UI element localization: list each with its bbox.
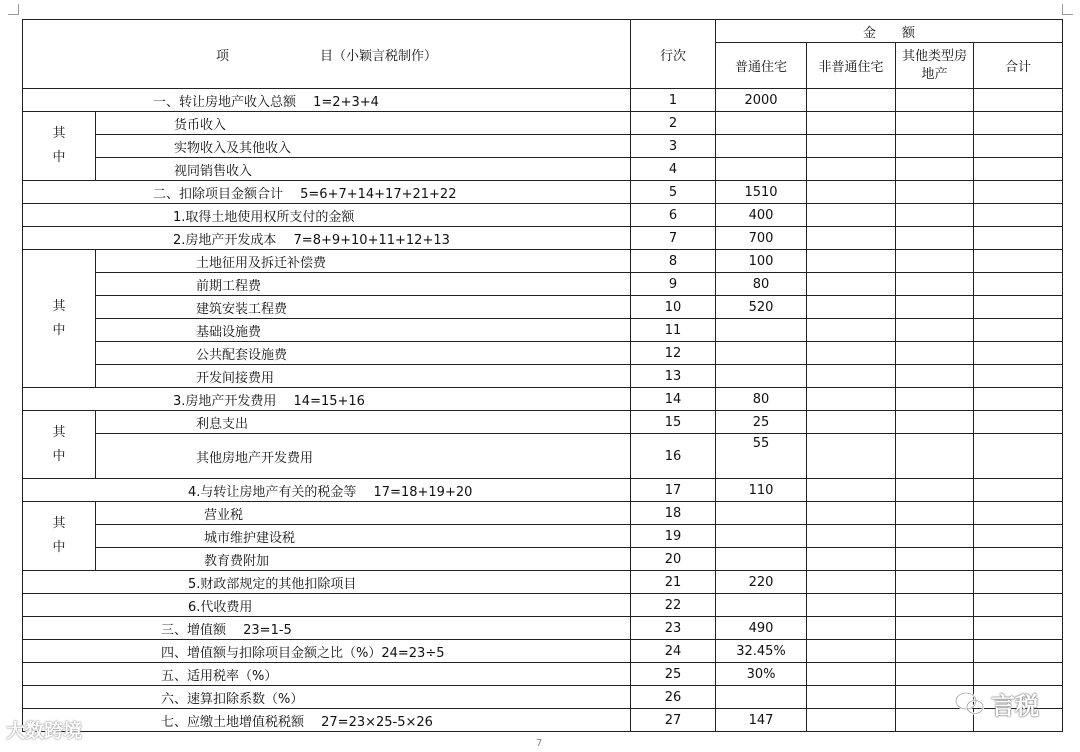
row-line-no: 16 xyxy=(631,434,716,479)
row-value-total xyxy=(974,663,1063,686)
item-column-header: 项 目（小颖言税制作） xyxy=(23,20,631,89)
row-value-non-ordinary xyxy=(807,365,896,388)
row-value-ordinary: 80 xyxy=(716,273,807,296)
row-value-total xyxy=(974,158,1063,181)
row-value-non-ordinary xyxy=(807,89,896,112)
table-row xyxy=(23,617,1063,640)
row-value-other xyxy=(896,181,974,204)
row-value-total xyxy=(974,273,1063,296)
row-line-no: 8 xyxy=(631,250,716,273)
table-row xyxy=(23,571,1063,594)
row-value-ordinary: 110 xyxy=(716,479,807,502)
row-label: 公共配套设施费 xyxy=(96,342,631,365)
row-line-no: 24 xyxy=(631,640,716,663)
row-label: 货币收入 xyxy=(96,112,631,135)
row-line-no: 3 xyxy=(631,135,716,158)
row-value-ordinary: 80 xyxy=(716,388,807,411)
table-row xyxy=(23,365,1063,388)
row-line-no: 15 xyxy=(631,411,716,434)
row-value-non-ordinary xyxy=(807,319,896,342)
row-value-non-ordinary xyxy=(807,640,896,663)
row-value-other xyxy=(896,250,974,273)
row-label: 实物收入及其他收入 xyxy=(96,135,631,158)
row-value-other xyxy=(896,112,974,135)
row-line-no: 13 xyxy=(631,365,716,388)
row-value-non-ordinary xyxy=(807,388,896,411)
row-value-other xyxy=(896,158,974,181)
page-number: 7 xyxy=(536,738,543,749)
table-row xyxy=(23,204,1063,227)
row-value-non-ordinary xyxy=(807,296,896,319)
row-line-no: 9 xyxy=(631,273,716,296)
table-row xyxy=(23,686,1063,709)
row-label: 其他房地产开发费用 xyxy=(96,434,631,479)
row-value-total xyxy=(974,250,1063,273)
row-value-non-ordinary xyxy=(807,525,896,548)
row-value-ordinary xyxy=(716,525,807,548)
row-value-ordinary: 100 xyxy=(716,250,807,273)
row-label: 三、增值额 23=1-5 xyxy=(23,617,631,640)
row-value-ordinary: 2000 xyxy=(716,89,807,112)
page-corner-mark xyxy=(1062,4,1073,15)
row-label: 建筑安装工程费 xyxy=(96,296,631,319)
row-value-total xyxy=(974,502,1063,525)
row-value-ordinary: 25 xyxy=(716,411,807,434)
row-value-non-ordinary xyxy=(807,594,896,617)
row-line-no: 21 xyxy=(631,571,716,594)
row-value-other xyxy=(896,135,974,158)
row-value-other xyxy=(896,571,974,594)
row-value-ordinary xyxy=(716,365,807,388)
row-value-total xyxy=(974,181,1063,204)
row-line-no: 10 xyxy=(631,296,716,319)
row-value-other xyxy=(896,617,974,640)
table-row xyxy=(23,663,1063,686)
row-value-total xyxy=(974,135,1063,158)
row-value-other xyxy=(896,479,974,502)
row-value-non-ordinary xyxy=(807,617,896,640)
row-value-ordinary xyxy=(716,686,807,709)
table-row xyxy=(23,479,1063,502)
row-value-ordinary xyxy=(716,319,807,342)
row-label: 前期工程费 xyxy=(96,273,631,296)
row-value-other xyxy=(896,663,974,686)
row-line-no: 27 xyxy=(631,709,716,732)
row-value-non-ordinary xyxy=(807,502,896,525)
row-value-total xyxy=(974,594,1063,617)
row-value-non-ordinary xyxy=(807,227,896,250)
row-line-no: 19 xyxy=(631,525,716,548)
row-value-ordinary: 700 xyxy=(716,227,807,250)
row-value-ordinary: 55 xyxy=(716,434,807,479)
row-value-other xyxy=(896,204,974,227)
row-value-total xyxy=(974,571,1063,594)
row-value-total xyxy=(974,548,1063,571)
amount-col-ordinary-housing: 普通住宅 xyxy=(716,43,807,89)
row-value-ordinary: 32.45% xyxy=(716,640,807,663)
row-label: 六、速算扣除系数（%） xyxy=(23,686,631,709)
table-row xyxy=(23,411,1063,434)
table-row xyxy=(23,112,1063,135)
row-value-ordinary xyxy=(716,342,807,365)
row-value-non-ordinary xyxy=(807,158,896,181)
row-value-other xyxy=(896,365,974,388)
row-value-ordinary xyxy=(716,112,807,135)
row-value-non-ordinary xyxy=(807,411,896,434)
row-value-other xyxy=(896,594,974,617)
header-row-1 xyxy=(23,20,1063,43)
land-vat-table xyxy=(22,19,1063,732)
table-row xyxy=(23,319,1063,342)
row-value-non-ordinary xyxy=(807,135,896,158)
row-value-other xyxy=(896,319,974,342)
row-label: 四、增值额与扣除项目金额之比（%）24=23÷5 xyxy=(23,640,631,663)
row-value-total xyxy=(974,365,1063,388)
row-value-ordinary xyxy=(716,502,807,525)
row-label: 土地征用及拆迁补偿费 xyxy=(96,250,631,273)
row-value-non-ordinary xyxy=(807,342,896,365)
row-value-other xyxy=(896,296,974,319)
row-line-no: 22 xyxy=(631,594,716,617)
row-value-non-ordinary xyxy=(807,571,896,594)
row-value-total xyxy=(974,89,1063,112)
row-value-ordinary xyxy=(716,594,807,617)
row-line-no: 5 xyxy=(631,181,716,204)
row-line-no: 26 xyxy=(631,686,716,709)
row-value-ordinary: 400 xyxy=(716,204,807,227)
row-value-ordinary xyxy=(716,135,807,158)
row-value-non-ordinary xyxy=(807,686,896,709)
row-label: 1.取得土地使用权所支付的金额 xyxy=(23,204,631,227)
row-value-total xyxy=(974,434,1063,479)
table-row xyxy=(23,273,1063,296)
amount-col-total: 合计 xyxy=(974,43,1063,89)
row-value-other xyxy=(896,388,974,411)
watermark-right-text: 言税 xyxy=(991,692,1039,720)
table-row xyxy=(23,548,1063,571)
row-line-no: 11 xyxy=(631,319,716,342)
row-label: 教育费附加 xyxy=(96,548,631,571)
row-line-no: 18 xyxy=(631,502,716,525)
row-value-ordinary: 1510 xyxy=(716,181,807,204)
row-value-ordinary: 520 xyxy=(716,296,807,319)
table-row xyxy=(23,135,1063,158)
table-row xyxy=(23,525,1063,548)
row-value-total xyxy=(974,342,1063,365)
row-label: 基础设施费 xyxy=(96,319,631,342)
row-label: 4.与转让房地产有关的税金等 17=18+19+20 xyxy=(23,479,631,502)
row-line-no: 2 xyxy=(631,112,716,135)
row-label: 五、适用税率（%） xyxy=(23,663,631,686)
row-value-ordinary xyxy=(716,548,807,571)
side-label-qizhong: 其中 xyxy=(23,411,96,479)
row-value-non-ordinary xyxy=(807,709,896,732)
side-label-qizhong: 其中 xyxy=(23,250,96,388)
row-label: 5.财政部规定的其他扣除项目 xyxy=(23,571,631,594)
row-value-total xyxy=(974,319,1063,342)
row-label: 2.房地产开发成本 7=8+9+10+11+12+13 xyxy=(23,227,631,250)
row-line-no: 25 xyxy=(631,663,716,686)
row-label: 七、应缴土地增值税税额 27=23×25-5×26 xyxy=(23,709,631,732)
row-value-non-ordinary xyxy=(807,548,896,571)
row-value-total xyxy=(974,388,1063,411)
row-label: 6.代收费用 xyxy=(23,594,631,617)
table-row xyxy=(23,227,1063,250)
row-value-other xyxy=(896,227,974,250)
row-value-other xyxy=(896,640,974,663)
row-value-non-ordinary xyxy=(807,204,896,227)
table-row xyxy=(23,342,1063,365)
row-value-non-ordinary xyxy=(807,663,896,686)
table-row xyxy=(23,250,1063,273)
row-value-other xyxy=(896,342,974,365)
line-column-header: 行次 xyxy=(631,20,716,89)
table-row xyxy=(23,640,1063,663)
amount-group-header: 金 额 xyxy=(716,20,1063,43)
row-value-total xyxy=(974,525,1063,548)
row-value-other xyxy=(896,273,974,296)
row-value-total xyxy=(974,296,1063,319)
row-line-no: 6 xyxy=(631,204,716,227)
row-label: 营业税 xyxy=(96,502,631,525)
table-row xyxy=(23,89,1063,112)
row-line-no: 14 xyxy=(631,388,716,411)
row-value-other xyxy=(896,89,974,112)
row-value-ordinary: 490 xyxy=(716,617,807,640)
row-line-no: 7 xyxy=(631,227,716,250)
row-value-other xyxy=(896,525,974,548)
row-line-no: 17 xyxy=(631,479,716,502)
row-value-ordinary: 147 xyxy=(716,709,807,732)
page-corner-mark xyxy=(8,4,19,15)
table-row xyxy=(23,502,1063,525)
table-row xyxy=(23,181,1063,204)
row-line-no: 1 xyxy=(631,89,716,112)
row-value-non-ordinary xyxy=(807,273,896,296)
watermark-right xyxy=(955,686,1039,721)
row-value-ordinary xyxy=(716,158,807,181)
row-line-no: 20 xyxy=(631,548,716,571)
row-label: 视同销售收入 xyxy=(96,158,631,181)
row-value-ordinary: 30% xyxy=(716,663,807,686)
table-row xyxy=(23,709,1063,732)
row-value-total xyxy=(974,112,1063,135)
amount-col-non-ordinary-housing: 非普通住宅 xyxy=(807,43,896,89)
row-value-other xyxy=(896,502,974,525)
row-value-total xyxy=(974,204,1063,227)
row-value-non-ordinary xyxy=(807,181,896,204)
row-value-non-ordinary xyxy=(807,479,896,502)
row-value-non-ordinary xyxy=(807,434,896,479)
watermark-left: 大数跨境 xyxy=(6,720,83,742)
table-row xyxy=(23,296,1063,319)
row-label: 开发间接费用 xyxy=(96,365,631,388)
row-label: 城市维护建设税 xyxy=(96,525,631,548)
row-label: 一、转让房地产收入总额 1=2+3+4 xyxy=(23,89,631,112)
wechat-icon xyxy=(955,691,985,717)
row-value-other xyxy=(896,434,974,479)
table-row xyxy=(23,158,1063,181)
row-label: 3.房地产开发费用 14=15+16 xyxy=(23,388,631,411)
row-line-no: 23 xyxy=(631,617,716,640)
row-line-no: 4 xyxy=(631,158,716,181)
row-value-total xyxy=(974,411,1063,434)
row-value-non-ordinary xyxy=(807,250,896,273)
row-label: 二、扣除项目金额合计 5=6+7+14+17+21+22 xyxy=(23,181,631,204)
table-row xyxy=(23,388,1063,411)
row-value-total xyxy=(974,640,1063,663)
row-line-no: 12 xyxy=(631,342,716,365)
row-label: 利息支出 xyxy=(96,411,631,434)
row-value-total xyxy=(974,479,1063,502)
row-value-non-ordinary xyxy=(807,112,896,135)
table-row xyxy=(23,594,1063,617)
side-label-qizhong: 其中 xyxy=(23,502,96,571)
row-value-total xyxy=(974,617,1063,640)
table-row xyxy=(23,434,1063,479)
row-value-total xyxy=(974,227,1063,250)
side-label-qizhong: 其中 xyxy=(23,112,96,181)
row-value-ordinary: 220 xyxy=(716,571,807,594)
row-value-other xyxy=(896,411,974,434)
amount-col-other-real-estate: 其他类型房地产 xyxy=(896,43,974,89)
row-value-other xyxy=(896,548,974,571)
